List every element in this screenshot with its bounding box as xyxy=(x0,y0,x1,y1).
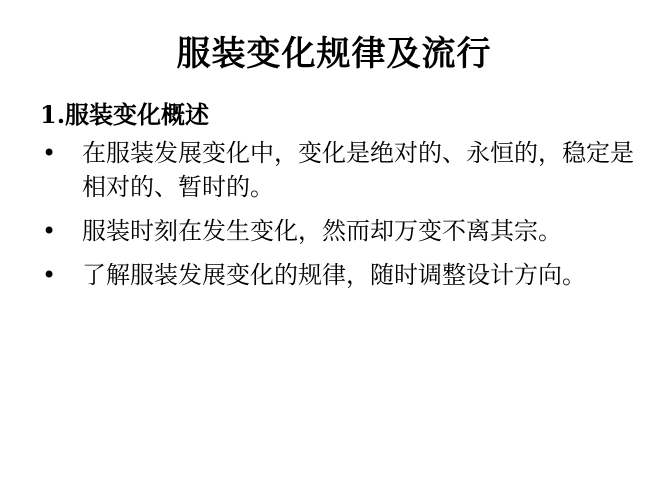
slide-body xyxy=(0,75,668,293)
list-item-text: 在服装发展变化中，变化是绝对的、永恒的，稳定是相对的、暂时的。 xyxy=(82,138,634,202)
list-item xyxy=(34,136,634,204)
list-item xyxy=(34,258,634,292)
bullet-dot-icon: • xyxy=(42,138,57,167)
bullet-dot-icon: • xyxy=(42,261,57,290)
bullet-dot-icon: • xyxy=(42,217,57,246)
page-title: 服装变化规律及流行 xyxy=(176,34,492,74)
list-item xyxy=(34,214,634,248)
list-item-text: 服装时刻在发生变化，然而却万变不离其宗。 xyxy=(82,217,562,246)
list-item-text: 了解服装发展变化的规律，随时调整设计方向。 xyxy=(82,261,586,290)
section-heading: 1.服装变化概述 xyxy=(40,99,210,129)
bullet-list xyxy=(34,136,634,292)
